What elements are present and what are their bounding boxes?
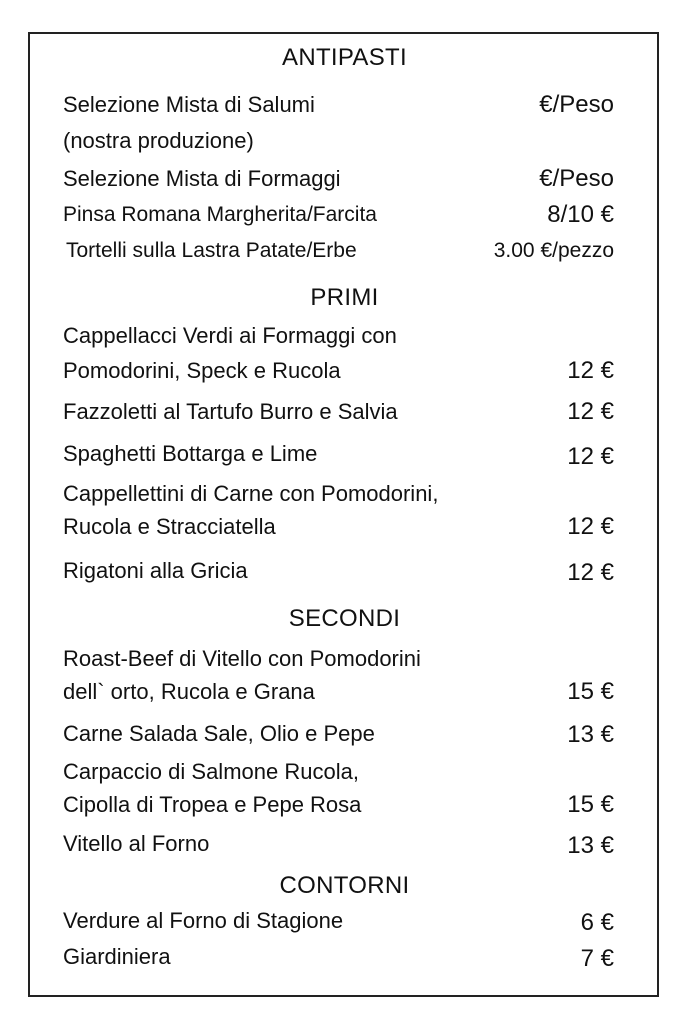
menu-item-name: Pomodorini, Speck e Rucola — [63, 358, 341, 383]
menu-item-name: Spaghetti Bottarga e Lime — [63, 441, 318, 466]
menu-item-name: Vitello al Forno — [63, 831, 210, 856]
menu-item-name: Pinsa Romana Margherita/Farcita — [63, 203, 377, 226]
menu-item-price: 6 € — [580, 909, 614, 936]
section-title-antipasti: ANTIPASTI — [282, 44, 407, 71]
menu-item-name: Rucola e Stracciatella — [63, 514, 276, 539]
menu-item-name: Tortelli sulla Lastra Patate/Erbe — [66, 239, 357, 262]
menu-item-name: Selezione Mista di Salumi — [63, 92, 315, 117]
menu-item-name: dell` orto, Rucola e Grana — [63, 679, 315, 704]
menu-item-name: Cipolla di Tropea e Pepe Rosa — [63, 792, 362, 817]
menu-item-price: €/Peso — [539, 91, 614, 118]
menu-item-name: Cappellacci Verdi ai Formaggi con — [63, 323, 397, 348]
menu-item-price: €/Peso — [539, 165, 614, 192]
menu-item-name: Fazzoletti al Tartufo Burro e Salvia — [63, 399, 398, 424]
menu-item-price: 12 € — [567, 398, 614, 425]
menu-item-price: 12 € — [567, 513, 614, 540]
menu-item-name: Roast-Beef di Vitello con Pomodorini — [63, 646, 421, 671]
menu-item-name: Carpaccio di Salmone Rucola, — [63, 759, 359, 784]
section-title-primi: PRIMI — [310, 284, 379, 311]
menu-item-price: 15 € — [567, 678, 614, 705]
menu-item-name: Giardiniera — [63, 944, 171, 969]
menu-item-name: Carne Salada Sale, Olio e Pepe — [63, 721, 375, 746]
menu-item-name: Selezione Mista di Formaggi — [63, 166, 341, 191]
menu-item-price: 12 € — [567, 357, 614, 384]
section-title-contorni: CONTORNI — [279, 872, 410, 899]
menu-item-price: 8/10 € — [547, 201, 614, 228]
menu-item-price: 7 € — [580, 945, 614, 972]
menu-item-price: 13 € — [567, 832, 614, 859]
menu-item-name: Rigatoni alla Gricia — [63, 558, 248, 583]
menu-item-name: Verdure al Forno di Stagione — [63, 908, 344, 933]
menu-item-price: 13 € — [567, 721, 614, 748]
menu-item-price: 12 € — [567, 443, 614, 470]
menu-item-price: 3.00 €/pezzo — [493, 239, 614, 262]
menu-item-name: (nostra produzione) — [63, 128, 254, 153]
menu-item-price: 15 € — [567, 791, 614, 818]
section-title-secondi: SECONDI — [288, 605, 401, 632]
menu-item-price: 12 € — [567, 559, 614, 586]
menu-item-name: Cappellettini di Carne con Pomodorini, — [63, 481, 439, 506]
